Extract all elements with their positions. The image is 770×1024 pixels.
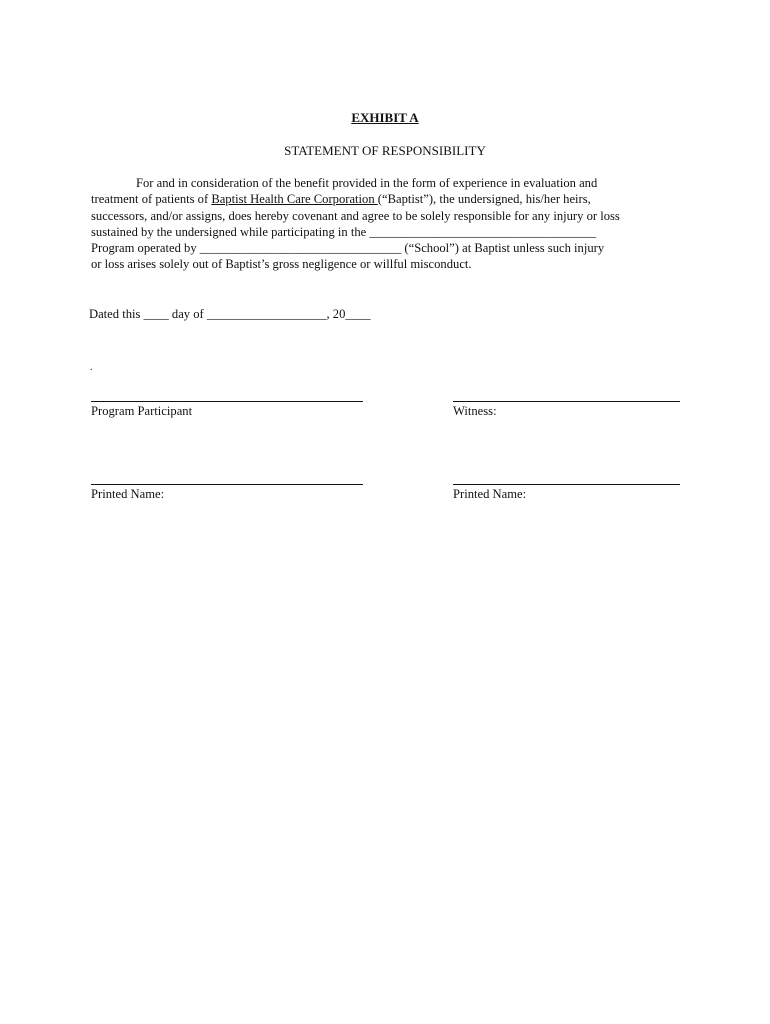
paragraph-line-4: sustained by the undersigned while participating in the ____________________________________ — [91, 224, 597, 239]
exhibit-title: EXHIBIT A — [351, 110, 419, 125]
participant-printed-name-label: Printed Name: — [91, 487, 165, 501]
responsibility-paragraph — [91, 175, 691, 273]
witness-label: Witness: — [453, 404, 497, 418]
witness-printed-name-line — [453, 484, 680, 485]
participant-label: Program Participant — [91, 404, 193, 418]
paragraph-line-1 — [91, 175, 691, 191]
paragraph-line-2-prefix: treatment of patients of — [91, 192, 212, 207]
participant-signature-line — [91, 401, 363, 402]
paragraph-line-1-text: For and in consideration of the benefit provided in the form of experience in evaluation and — [136, 176, 598, 190]
paragraph-line-5: Program operated by ________________________________ (“School”) at Baptist unless such injury — [91, 241, 605, 256]
paragraph-line-6: or loss arises solely out of Baptist’s gross negligence or willful misconduct. — [91, 257, 472, 272]
party-name: Baptist Health Care Corporation — [211, 192, 378, 207]
witness-printed-name-label: Printed Name: — [453, 487, 527, 501]
stray-mark: . — [90, 362, 93, 373]
paragraph-line-2 — [91, 191, 691, 207]
statement-title: STATEMENT OF RESPONSIBILITY — [284, 143, 486, 158]
paragraph-line-3: successors, and/or assigns, does hereby covenant and agree to be solely responsible for any injury or loss — [91, 208, 620, 223]
participant-printed-name-line — [91, 484, 363, 485]
paragraph-line-2-suffix: (“Baptist”), the undersigned, his/her heirs, — [377, 192, 591, 207]
witness-signature-line — [453, 401, 680, 402]
dated-line: Dated this ____ day of ___________________, 20____ — [89, 307, 371, 321]
